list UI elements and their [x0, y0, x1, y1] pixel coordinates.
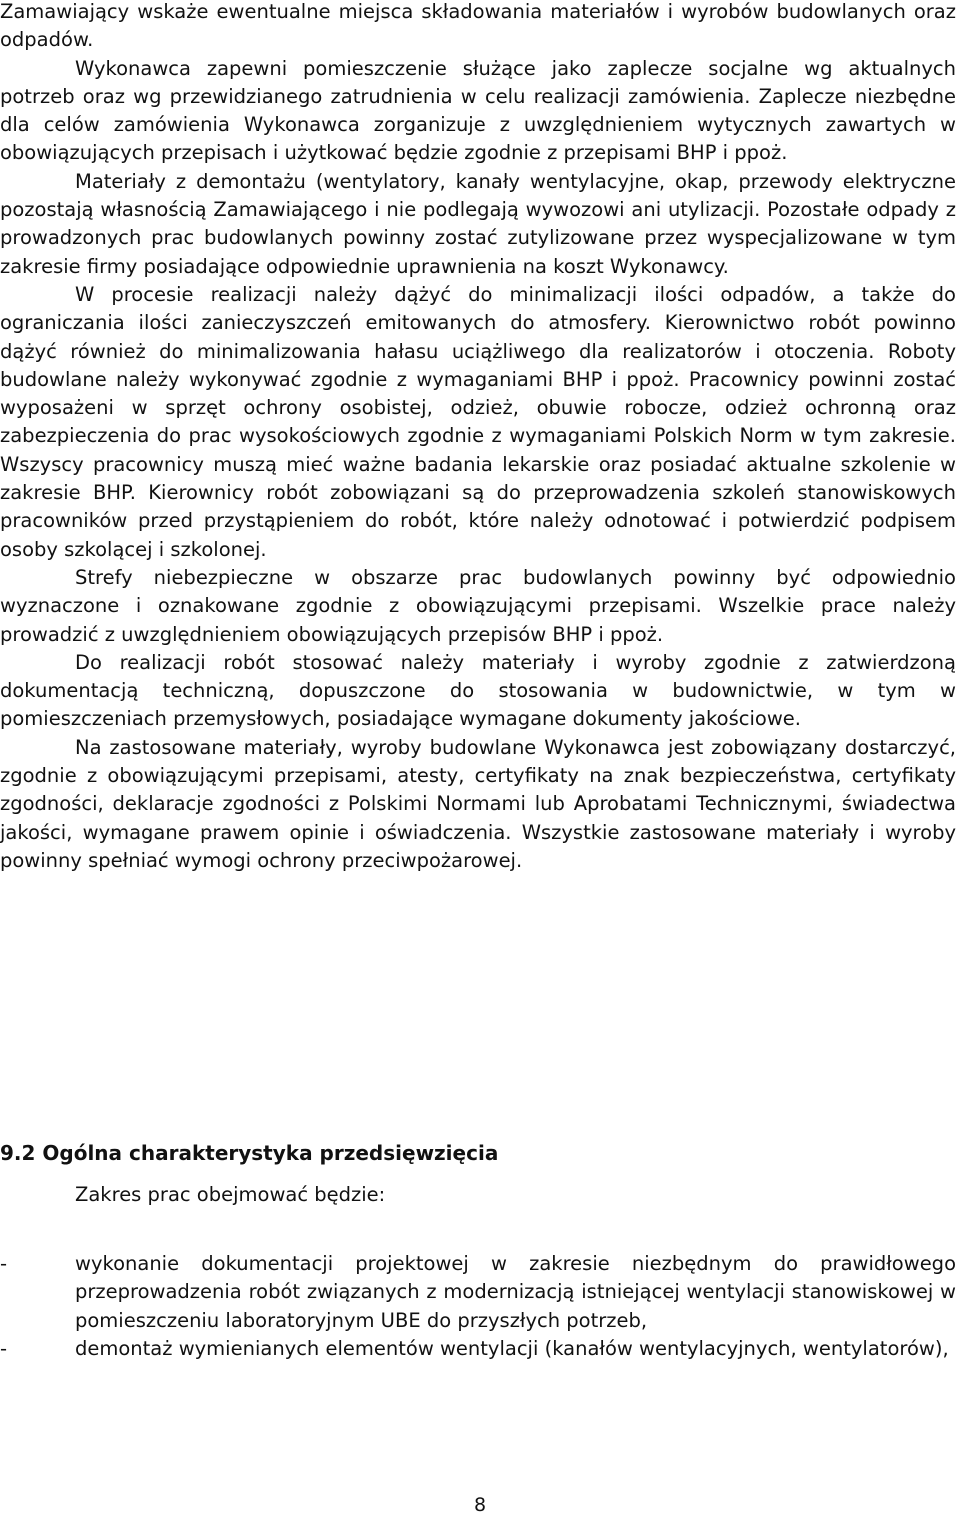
scope-intro: Zakres prac obejmować będzie:: [75, 1183, 386, 1206]
paragraph-certificates: Na zastosowane materiały, wyroby budowlane Wykonawca jest zobowiązany dostarczyć, zgodnie z obowiązującymi przepisami, atesty, certyfikaty na znak bezpieczeństwa, certyfikaty zgodności, deklaracje zgodności z Polskimi Normami lub Aprobatami Technicznymi, świadectwa jakości, wymagane prawem opinie i oświadczenia. Wszystkie zastosowane materiały i wyroby powinny spełniać wymogi ochrony przeciwpożarowej.: [0, 735, 956, 872]
page-number: 8: [473, 1494, 487, 1516]
list-dash: -: [0, 1336, 8, 1360]
list-item-text: wykonanie dokumentacji projektowej w zakresie niezbędnym do prawidłowego przeprowadzenia robót związanych z modernizacją istniejącej wentylacji stanowiskowej w pomieszczeniu laboratoryjnym UBE do przyszłych potrzeb,: [75, 1252, 956, 1332]
list-dash: -: [0, 1252, 8, 1275]
list-item: [0, 1250, 956, 1335]
paragraph-social-facilities: Wykonawca zapewni pomieszczenie służące jako zaplecze socjalne wg aktualnych potrzeb oraz wg przewidzianego zatrudnienia w celu realizacji zamówienia. Zaplecze niezbędne dla celów zamówienia Wykonawca zorganizuje z uwzględnieniem wytycznych zawartych w obowiązujących przepisach i użytkować będzie zgodnie z przepisami BHP i ppoż.: [0, 56, 956, 165]
paragraph-hazard-zones: Strefy niebezpieczne w obszarze prac budowlanych powinny być odpowiednio wyznaczone i oznakowane zgodnie z obowiązującymi przepisami. Wszelkie prace należy prowadzić z uwzględnieniem obowiązujących przepisów BHP i ppoż.: [0, 565, 956, 646]
list-item-text: demontaż wymienianych elementów wentylacji (kanałów wentylacyjnych, wentylatorów),: [75, 1336, 949, 1360]
paragraph-storage: Zamawiający wskaże ewentualne miejsca składowania materiałów i wyrobów budowlanych oraz odpadów.: [0, 0, 956, 52]
paragraph-safety: W procesie realizacji należy dążyć do minimalizacji ilości odpadów, a także do ograniczania ilości zanieczyszczeń emitowanych do atmosfery. Kierownictwo robót powinno dążyć również do minimalizowania hałasu uciążliwego dla realizatorów i otoczenia. Roboty budowlane należy wykonywać zgodnie z wymaganiami BHP i ppoż. Pracownicy powinni zostać wyposażeni w sprzęt ochrony osobistej, odzież, obuwie robocze, odzież ochronną oraz zabezpieczenia do prac wysokościowych zgodnie z wymaganiami Polskich Norm w tym zakresie. Wszyscy pracownicy muszą mieć ważne badania lekarskie oraz posiadać aktualne szkolenie w zakresie BHP. Kierownicy robót zobowiązani są do przeprowadzenia szkoleń stanowiskowych pracowników przed przystąpieniem do robót, które należy odnotować i potwierdzić podpisem osoby szkolącej i szkolonej.: [0, 282, 956, 561]
scope-list: [0, 1250, 956, 1363]
list-item: [0, 1335, 956, 1363]
paragraph-materials: Do realizacji robót stosować należy materiały i wyroby zgodnie z zatwierdzoną dokumentacją techniczną, dopuszczone do stosowania w budownictwie, w tym w pomieszczeniach przemysłowych, posiadające wymagane dokumenty jakościowe.: [0, 650, 956, 731]
paragraph-demolition-materials: Materiały z demontażu (wentylatory, kanały wentylacyjne, okap, przewody elektryczne pozostają własnością Zamawiającego i nie podlegają wywozowi ani utylizacji. Pozostałe odpady z prowadzonych prac budowlanych powinny zostać zutylizowane przez wyspecjalizowane w tym zakresie firmy posiadające odpowiednie uprawnienia na koszt Wykonawcy.: [0, 169, 956, 278]
section-heading: 9.2 Ogólna charakterystyka przedsięwzięcia: [0, 1141, 499, 1165]
